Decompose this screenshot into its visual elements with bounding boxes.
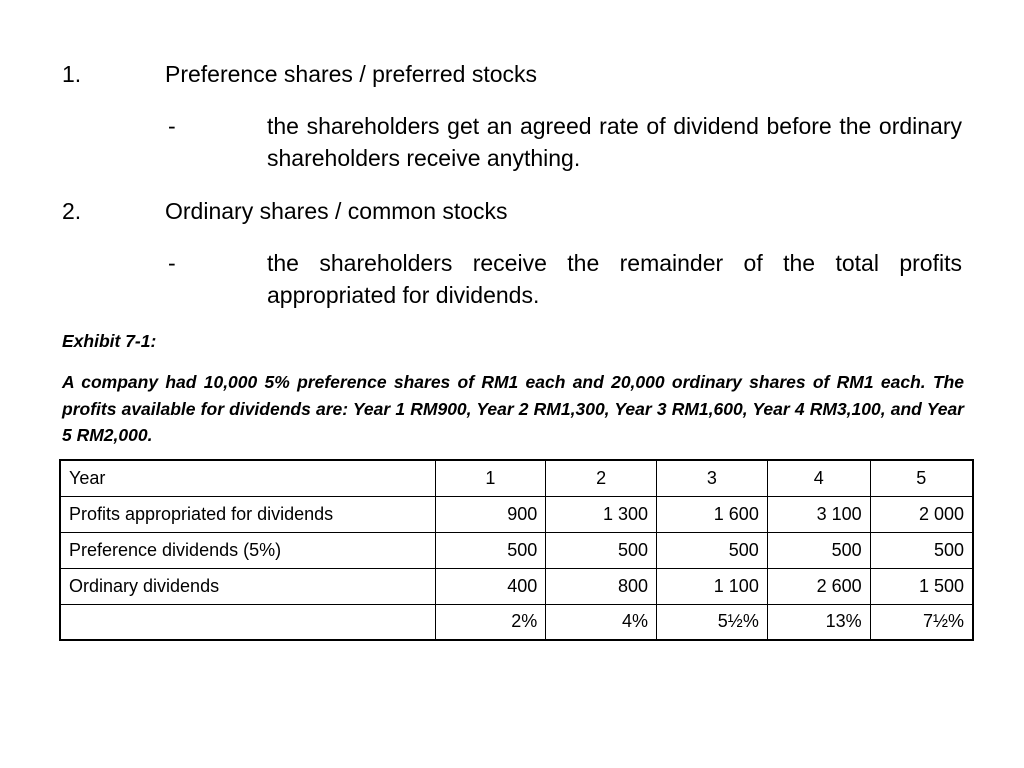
row-label: Profits appropriated for dividends — [60, 496, 435, 532]
row-label — [60, 604, 435, 640]
table-cell: 1 600 — [657, 496, 768, 532]
table-row — [60, 568, 973, 604]
header-cell: 3 — [657, 460, 768, 496]
item-2-number: 2. — [62, 198, 82, 224]
table-cell: 4% — [546, 604, 657, 640]
item-1-bullet: - — [168, 113, 176, 139]
table-row — [60, 532, 973, 568]
header-cell: 2 — [546, 460, 657, 496]
item-1-detail: the shareholders get an agreed rate of dividend before the ordinary shareholders receive anything. — [267, 113, 962, 171]
table-cell: 5½% — [657, 604, 768, 640]
table-cell: 500 — [657, 532, 768, 568]
table-cell: 500 — [435, 532, 546, 568]
table-cell: 2 000 — [870, 496, 973, 532]
table-row — [60, 604, 973, 640]
header-cell: 1 — [435, 460, 546, 496]
table-cell: 900 — [435, 496, 546, 532]
item-2-heading: Ordinary shares / common stocks — [165, 198, 508, 224]
exhibit-title: Exhibit 7-1: — [62, 331, 157, 351]
item-1-number: 1. — [62, 61, 82, 87]
table-cell: 1 100 — [657, 568, 768, 604]
header-cell: 4 — [767, 460, 870, 496]
item-2-bullet: - — [168, 250, 176, 276]
table-cell: 13% — [767, 604, 870, 640]
row-label: Preference dividends (5%) — [60, 532, 435, 568]
table-cell: 1 300 — [546, 496, 657, 532]
item-2-detail: the shareholders receive the remainder of the total profits appropriated for dividends. — [267, 250, 962, 308]
table-header-row — [60, 460, 973, 496]
table-cell: 400 — [435, 568, 546, 604]
header-cell: 5 — [870, 460, 973, 496]
table-cell: 2 600 — [767, 568, 870, 604]
table-cell: 7½% — [870, 604, 973, 640]
table-row — [60, 496, 973, 532]
table-cell: 500 — [546, 532, 657, 568]
table-cell: 2% — [435, 604, 546, 640]
dividend-table — [59, 459, 974, 641]
item-1-heading: Preference shares / preferred stocks — [165, 61, 537, 87]
table-cell: 500 — [870, 532, 973, 568]
table-cell: 3 100 — [767, 496, 870, 532]
table-cell: 1 500 — [870, 568, 973, 604]
exhibit-description: A company had 10,000 5% preference shares of RM1 each and 20,000 ordinary shares of RM1 each. The profits available for dividends are: Year 1 RM900, Year 2 RM1,300, Year 3 RM1,600, Year 4 RM3,100, and Year 5 RM2,000. — [62, 372, 964, 445]
table-cell: 800 — [546, 568, 657, 604]
header-cell-year: Year — [60, 460, 435, 496]
row-label: Ordinary dividends — [60, 568, 435, 604]
table-cell: 500 — [767, 532, 870, 568]
